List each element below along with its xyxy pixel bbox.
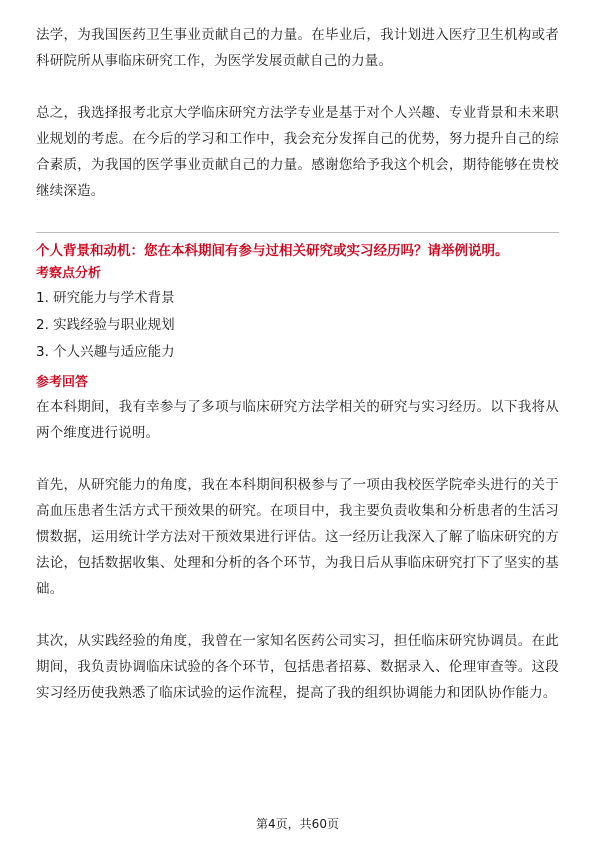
page-number-footer: 第4页，共60页 [256,817,339,831]
answer-heading: 参考回答 [36,375,89,390]
intro-section [36,22,559,204]
question-heading: 个人背景和动机：您在本科期间有参与过相关研究或实习经历吗？请举例说明。 [36,243,509,259]
intro-paragraph-2: 总之，我选择报考北京大学临床研究方法学专业是基于对个人兴趣、专业背景和未来职业规划的考虑。在今后的学习和工作中，我会充分发挥自己的优势，努力提升自己的综合素质，为我国的医学事业贡献自己的力量。感谢您给予我这个机会，期待能够在贵校继续深造。 [36,105,559,199]
paragraph-gap [36,602,559,628]
analysis-item-1: 1. 研究能力与学术背景 [36,290,175,306]
intro-paragraph-1: 法学，为我国医药卫生事业贡献自己的力量。在毕业后，我计划进入医疗卫生机构或者科研院所从事临床研究工作，为医学发展贡献自己的力量。 [36,27,559,69]
paragraph-gap [36,446,559,472]
qa-section [36,224,559,706]
paragraph-gap [36,74,559,100]
answer-paragraph-3: 其次，从实践经验的角度，我曾在一家知名医药公司实习，担任临床研究协调员。在此期间，我负责协调临床试验的各个环节，包括患者招募、数据录入、伦理审查等。这段实习经历使我熟悉了临床试验的运作流程，提高了我的组织协调能力和团队协作能力。 [36,633,559,701]
analysis-item-2: 2. 实践经验与职业规划 [36,317,175,333]
section-divider [36,232,559,233]
analysis-heading: 考察点分析 [36,266,102,281]
answer-paragraph-2: 首先，从研究能力的角度，我在本科期间积极参与了一项由我校医学院牵头进行的关于高血压患者生活方式干预效果的研究。在项目中，我主要负责收集和分析患者的生活习惯数据，运用统计学方法对干预效果进行评估。这一经历让我深入了解了临床研究的方法论，包括数据收集、处理和分析的各个环节，为我日后从事临床研究打下了坚实的基础。 [36,477,559,597]
answer-paragraph-1: 在本科期间，我有幸参与了多项与临床研究方法学相关的研究与实习经历。以下我将从两个维度进行说明。 [36,399,559,441]
analysis-item-3: 3. 个人兴趣与适应能力 [36,344,175,360]
